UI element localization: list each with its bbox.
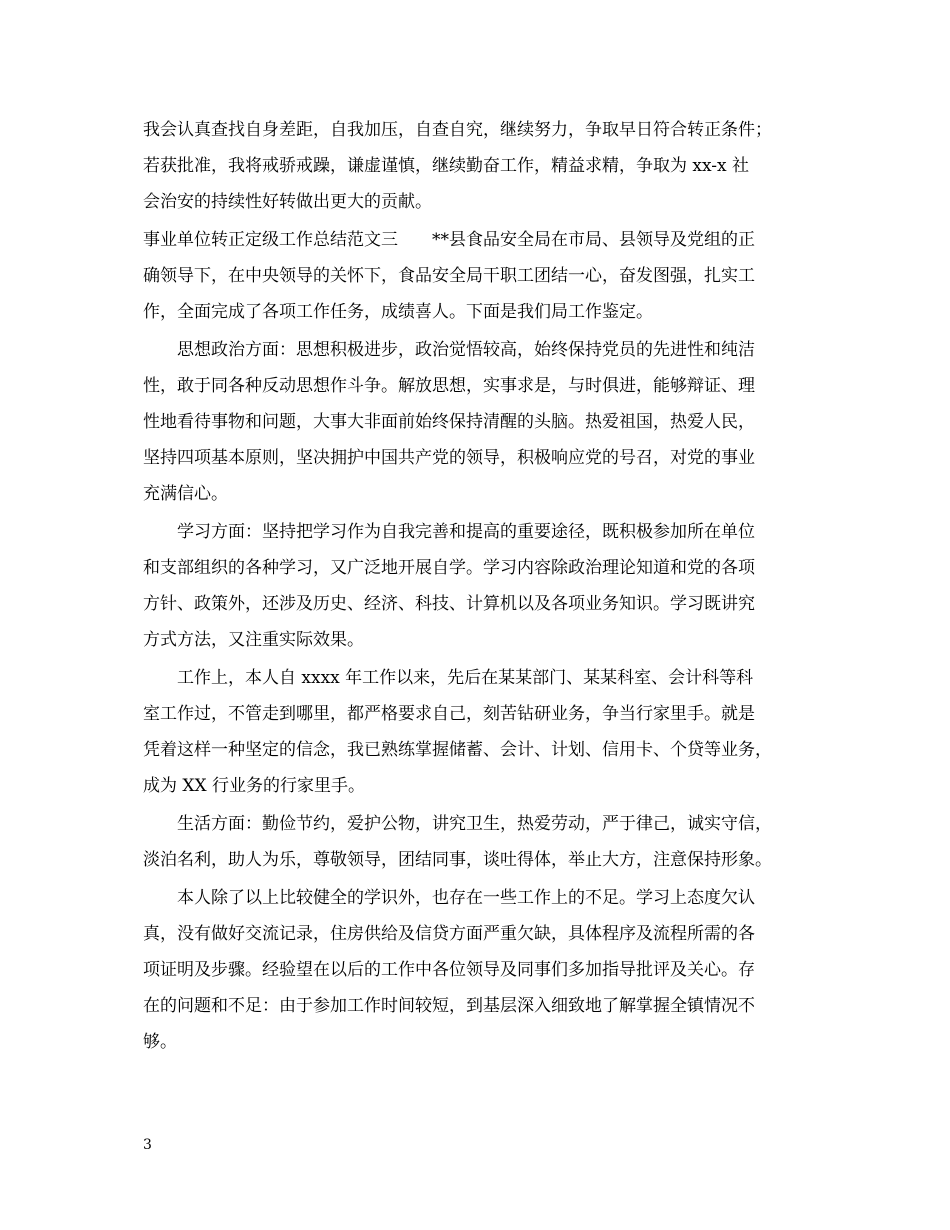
page-number: 3 (143, 1137, 152, 1153)
text-line: 事业单位转正定级工作总结范文三 **县食品安全局在市局、县领导及党组的正 (143, 230, 755, 250)
text-line: 会治安的持续性好转做出更大的贡献。 (143, 192, 432, 212)
text-line: 作，全面完成了各项工作任务，成绩喜人。下面是我们局工作鉴定。 (143, 302, 653, 322)
text-line: 项证明及步骤。经验望在以后的工作中各位领导及同事们多加指导批评及关心。存 (143, 960, 755, 980)
text-line: 够。 (143, 1032, 177, 1052)
text-line: 本人除了以上比较健全的学识外，也存在一些工作上的不足。学习上态度欠认 (143, 888, 755, 908)
text-line: 确领导下，在中央领导的关怀下，食品安全局干职工团结一心，奋发图强，扎实工 (143, 266, 755, 286)
text-line: 思想政治方面：思想积极进步，政治觉悟较高，始终保持党员的先进性和纯洁 (143, 340, 755, 360)
text-line: 淡泊名利，助人为乐，尊敬领导，团结同事，谈吐得体，举止大方，注意保持形象。 (143, 850, 772, 870)
text-line: 充满信心。 (143, 484, 228, 504)
text-line: 我会认真查找自身差距，自我加压，自查自究，继续努力，争取早日符合转正条件； (143, 120, 772, 140)
text-line: 凭着这样一种坚定的信念，我已熟练掌握储蓄、会计、计划、信用卡、个贷等业务， (143, 740, 772, 760)
text-line: 性，敢于同各种反动思想作斗争。解放思想，实事求是，与时俱进，能够辩证、理 (143, 376, 755, 396)
text-line: 性地看待事物和问题，大事大非面前始终保持清醒的头脑。热爱祖国，热爱人民， (143, 412, 755, 432)
text-line: 学习方面：坚持把学习作为自我完善和提高的重要途径，既积极参加所在单位 (143, 522, 755, 542)
text-line: 和支部组织的各种学习，又广泛地开展自学。学习内容除政治理论知道和党的各项 (143, 558, 755, 578)
text-line: 生活方面：勤俭节约，爱护公物，讲究卫生，热爱劳动，严于律己，诚实守信， (143, 814, 772, 834)
text-line: 成为 XX 行业务的行家里手。 (143, 776, 366, 796)
text-line: 若获批准，我将戒骄戒躁，谦虚谨慎，继续勤奋工作，精益求精，争取为 xx-x 社 (143, 156, 750, 176)
text-line: 真，没有做好交流记录，住房供给及信贷方面严重欠缺，具体程序及流程所需的各 (143, 924, 755, 944)
text-line: 坚持四项基本原则，坚决拥护中国共产党的领导，积极响应党的号召，对党的事业 (143, 448, 755, 468)
text-line: 方式方法，又注重实际效果。 (143, 630, 364, 650)
text-line: 方针、政策外，还涉及历史、经济、科技、计算机以及各项业务知识。学习既讲究 (143, 594, 755, 614)
text-line: 室工作过，不管走到哪里，都严格要求自己，刻苦钻研业务，争当行家里手。就是 (143, 704, 755, 724)
text-line: 工作上，本人自 xxxx 年工作以来，先后在某某部门、某某科室、会计科等科 (143, 668, 754, 688)
text-line: 在的问题和不足：由于参加工作时间较短，到基层深入细致地了解掌握全镇情况不 (143, 996, 755, 1016)
